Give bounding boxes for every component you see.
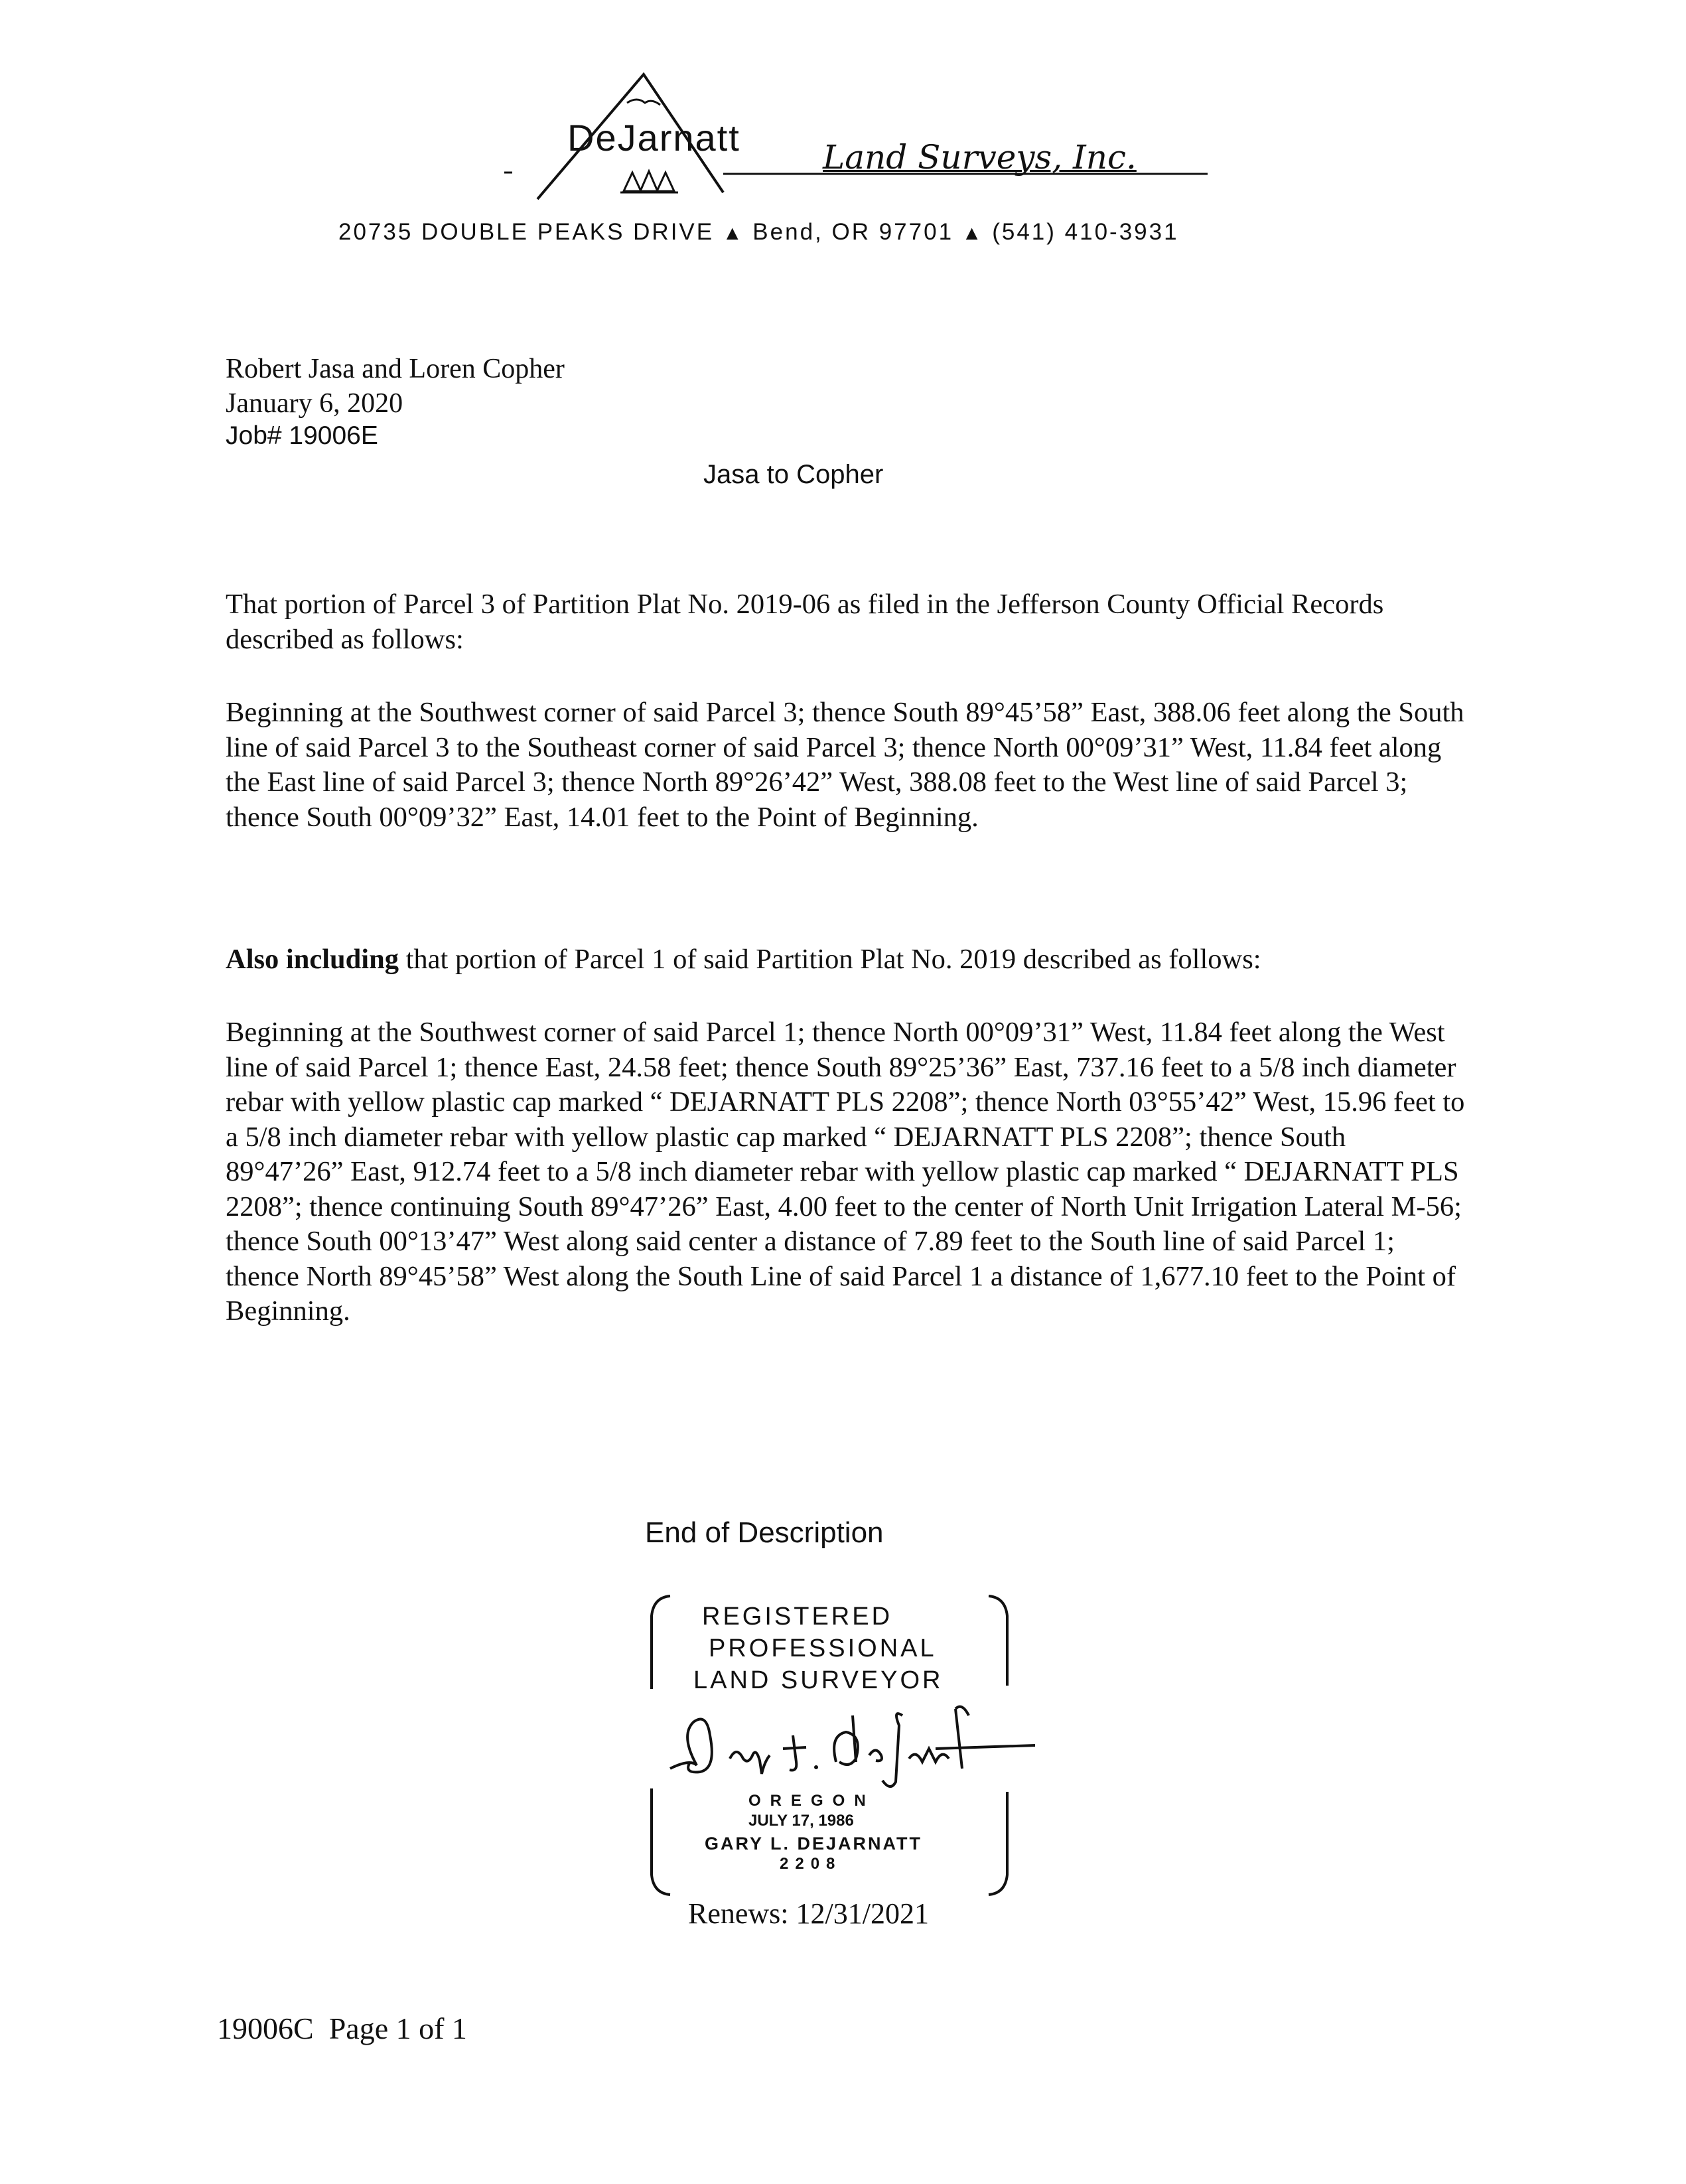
description-paragraph-3 — [226, 942, 1466, 978]
recipient-block — [226, 352, 565, 421]
letterhead-address — [338, 219, 1179, 246]
stamp-date: JULY 17, 1986 — [748, 1812, 854, 1830]
paragraph-3-text: that portion of Parcel 1 of said Partition Plat No. 2019 described as follows: — [399, 944, 1261, 975]
renewal-date: Renews: 12/31/2021 — [688, 1897, 929, 1930]
page-number: Page 1 of 1 — [328, 2011, 467, 2045]
job-number: Job# 19006E — [226, 421, 378, 450]
signature-icon — [644, 1696, 1042, 1795]
recipient-names: Robert Jasa and Loren Copher — [226, 354, 565, 384]
surveyor-stamp — [644, 1589, 1042, 1901]
also-including-bold: Also including — [226, 944, 399, 975]
stamp-state: OREGON — [748, 1792, 875, 1810]
stamp-registered: REGISTERED — [702, 1603, 893, 1631]
description-paragraph-1: That portion of Parcel 3 of Partition Plat No. 2019-06 as filed in the Jefferson County Official Records described as follows: — [226, 589, 1384, 655]
subject-line: Jasa to Copher — [703, 460, 884, 489]
company-logo — [504, 66, 1208, 209]
address-street: 20735 DOUBLE PEAKS DRIVE — [338, 219, 715, 245]
address-phone: (541) 410-3931 — [992, 219, 1179, 245]
triangle-bullet-icon: ▲ — [961, 222, 984, 244]
description-paragraph-2: Beginning at the Southwest corner of said Parcel 3; thence South 89°45’58” East, 388.06 feet along the South line of said Parcel 3 to the Southeast corner of said Parcel 3; thence North 00°09’31” West, 11.84 feet along the East line of said Parcel 3; thence North 89°26’42” West, 388.08 feet to the West line of said Parcel 3; thence South 00°09’32” East, 14.01 feet to the Point of Beginning. — [226, 697, 1464, 833]
company-name: DeJarnatt — [567, 117, 740, 159]
stamp-professional: PROFESSIONAL — [709, 1635, 937, 1662]
page-footer — [217, 2011, 467, 2046]
stamp-surveyor-name: GARY L. DEJARNATT — [705, 1834, 923, 1854]
description-paragraph-4: Beginning at the Southwest corner of said Parcel 1; thence North 00°09’31” West, 11.84 feet along the West line of said Parcel 1; thence East, 24.58 feet; thence South 89°25’36” East, 737.16 feet to a 5/8 inch diameter rebar with yellow plastic cap marked “ DEJARNATT PLS 2208”; thence North 03°55’42” West, 15.96 feet to a 5/8 inch diameter rebar with yellow plastic cap marked “ DEJARNATT PLS 2208”; thence South 89°47’26” East, 912.74 feet to a 5/8 inch diameter rebar with yellow plastic cap marked “ DEJARNATT PLS 2208”; thence continuing South 89°47’26” East, 4.00 feet to the center of North Unit Irrigation Lateral M-56; thence South 00°13’47” West along said center a distance of 7.89 feet to the South line of said Parcel 1; thence North 89°45’58” West along the South Line of said Parcel 1 a distance of 1,677.10 feet to the Point of Beginning. — [226, 1017, 1465, 1327]
triangle-bullet-icon: ▲ — [722, 222, 744, 244]
stamp-license-number: 2208 — [780, 1855, 842, 1873]
company-script-name: Land Surveys, Inc. — [823, 138, 1137, 177]
letter-date: January 6, 2020 — [226, 388, 403, 419]
document-id: 19006C — [217, 2011, 314, 2045]
address-city: Bend, OR 97701 — [752, 219, 954, 245]
stamp-land-surveyor: LAND SURVEYOR — [693, 1666, 944, 1694]
end-of-description: End of Description — [645, 1516, 884, 1549]
